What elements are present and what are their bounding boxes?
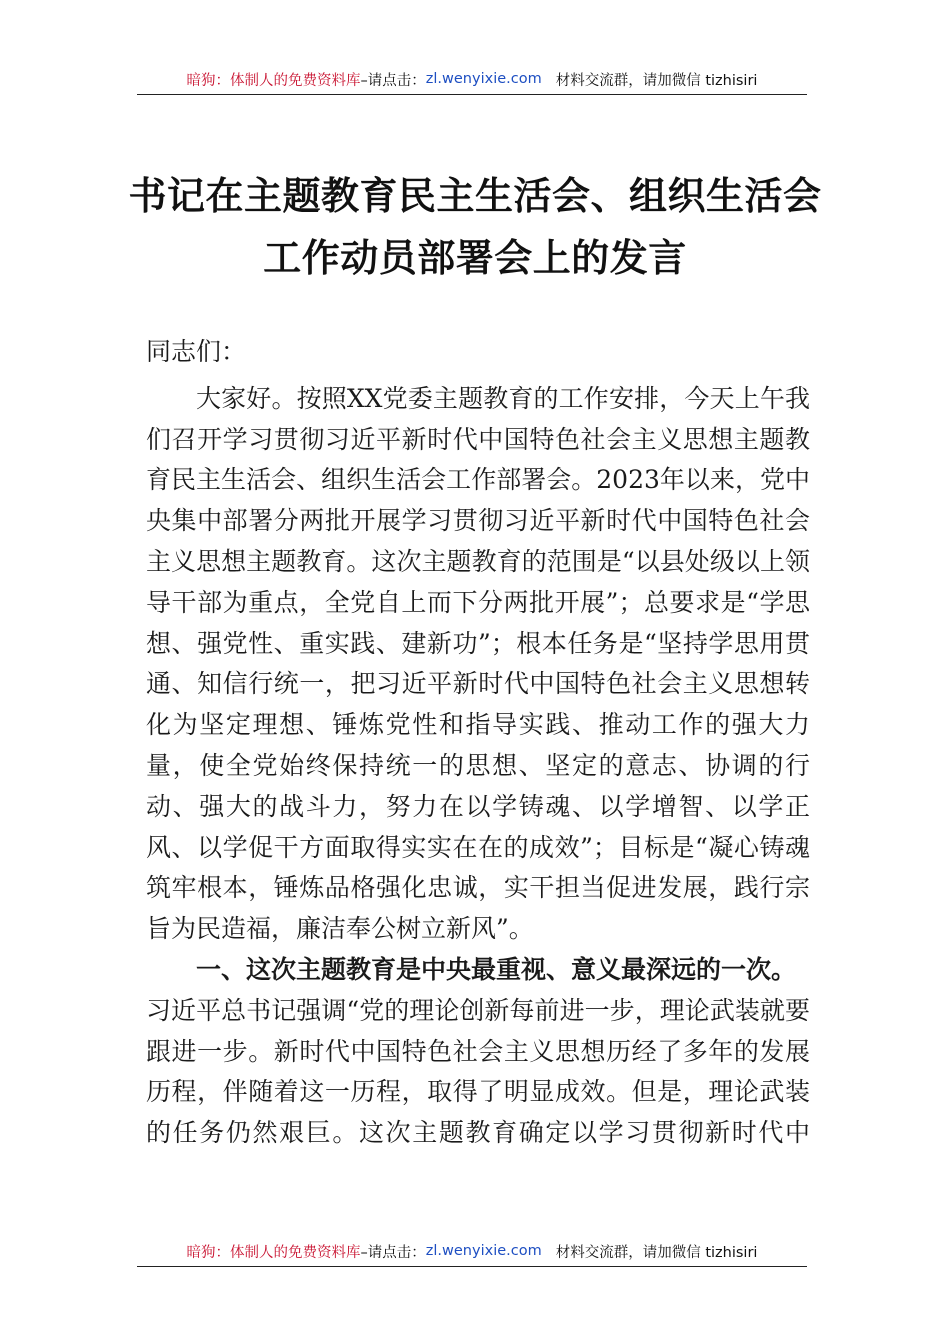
header-banner <box>137 64 807 95</box>
footer-separator: –请点击： <box>360 1244 426 1261</box>
header-separator: –请点击： <box>360 72 426 89</box>
footer-brand: 暗狗：体制人的免费资料库 <box>186 1244 361 1261</box>
footer-contact: 材料交流群，请加微信 tizhisiri <box>555 1244 758 1261</box>
salutation: 同志们： <box>146 337 247 366</box>
paragraph-2: 习近平总书记强调“党的理论创新每前进一步，理论武装就要跟进一步。新时代中国特色社会主义思想历经了多年的发展历程，伴随着这一历程，取得了明显成效。但是，理论武装的任务仍然艰巨。这次主题教育确定以学习贯彻新时代中 <box>146 995 810 1148</box>
document-body <box>146 332 810 1154</box>
footer-link[interactable]: zl.wenyixie.com <box>425 1243 542 1259</box>
paragraph-1: 大家好。按照XX党委主题教育的工作安排，今天上午我们召开学习贯彻习近平新时代中国特色社会主义思想主题教育民主生活会、组织生活会工作部署会。2023年以来，党中央集中部署分两批开展学习贯彻习近平新时代中国特色社会主义思想主题教育。这次主题教育的范围是“以县处级以上领导干部为重点，全党自上而下分两批开展”；总要求是“学思想、强党性、重实践、建新功”；根本任务是“坚持学思用贯通、知信行统一，把习近平新时代中国特色社会主义思想转化为坚定理想、锤炼党性和指导实践、推动工作的强大力量，使全党始终保持统一的思想、坚定的意志、协调的行动、强大的战斗力，努力在以学铸魂、以学增智、以学正风、以学促干方面取得实实在在的成效”；目标是“凝心铸魂筑牢根本，锤炼品格强化忠诚，实干担当促进发展，践行宗旨为民造福，廉洁奉公树立新风”。 <box>146 383 810 944</box>
section-heading-1: 一、这次主题教育是中央最重视、意义最深远的一次。 <box>196 954 797 984</box>
document-title-line2: 工作动员部署会上的发言 <box>263 235 687 280</box>
header-contact: 材料交流群，请加微信 tizhisiri <box>555 72 758 89</box>
document-title-line1: 书记在主题教育民主生活会、组织生活会 <box>128 173 822 218</box>
footer-banner <box>137 1236 807 1267</box>
header-brand: 暗狗：体制人的免费资料库 <box>186 72 361 89</box>
header-link[interactable]: zl.wenyixie.com <box>425 71 542 87</box>
